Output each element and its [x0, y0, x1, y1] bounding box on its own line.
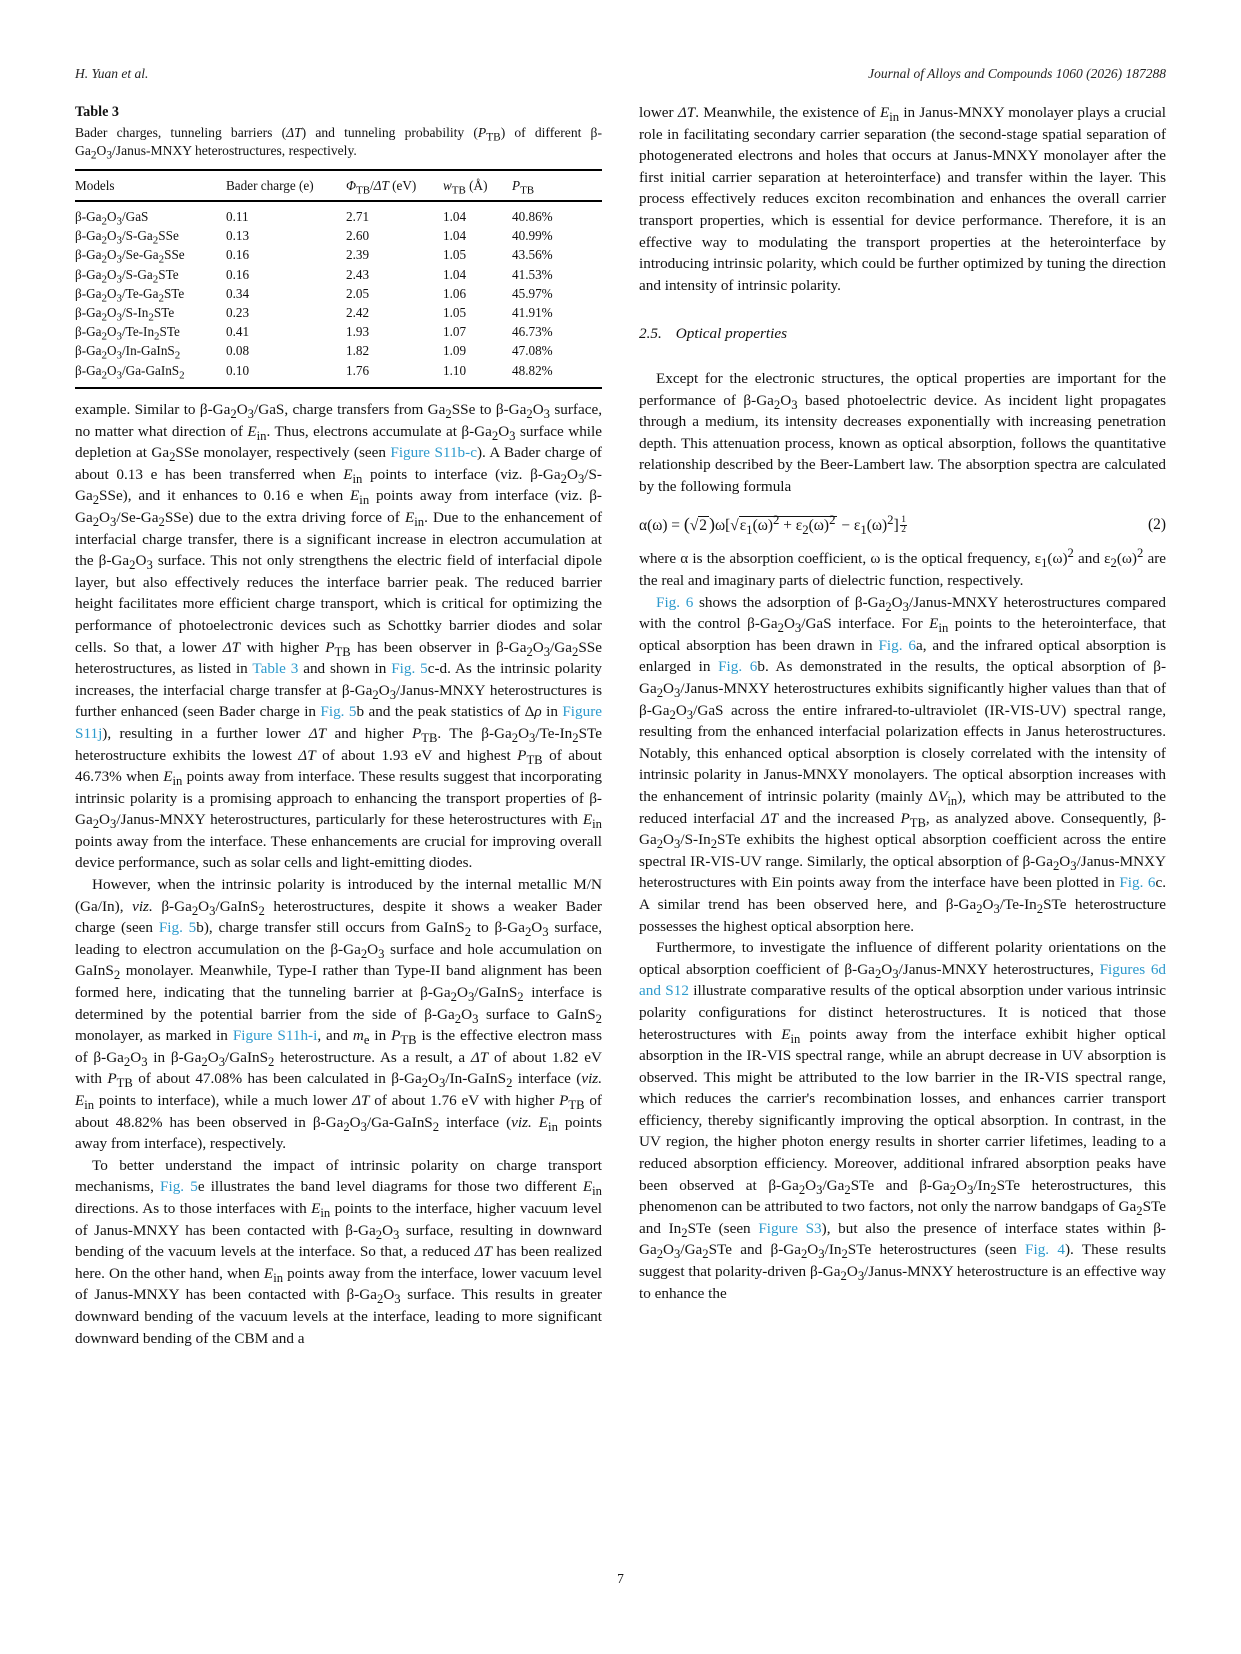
table-cell: 48.82%	[512, 362, 553, 378]
table-cell: 1.10	[443, 362, 467, 378]
table-cell: 0.34	[226, 285, 250, 301]
table-cell: $\beta-Ga_2O_3/S-Ga_2SSe$	[75, 228, 179, 247]
running-head-author: H. Yuan et al.	[75, 66, 149, 81]
paragraph: where α is the absorption coefficient, ω is the optical frequency, $\varepsilon_1(\omega)^2$ and $\varepsilon_2(\omega)^2$ are the real and imaginary parts of dielectric function, respectively.	[639, 546, 1167, 590]
table-cell: 40.86%	[512, 209, 553, 224]
table-cell: 47.08%	[512, 343, 553, 359]
table-cell: 1.07	[443, 324, 467, 340]
ref-link[interactable]: Fig. 4	[1025, 1241, 1065, 1259]
table-cell: $\beta-Ga_2O_3/Te-In_2STe$	[75, 324, 180, 343]
table-cell: 40.99%	[512, 228, 553, 244]
table-cell: $\beta-Ga_2O_3/In-GaInS_2$	[75, 343, 181, 362]
page-number: 7	[617, 1571, 624, 1586]
table-row	[75, 265, 602, 284]
paragraph: Except for the electronic structures, the optical properties are important for the performance of $\beta-Ga_2O_3$ based photoelectric device. As incident light propagates through a medium, its intensity decreases exponentially with increasing penetration depth. This attenuation process, known as optical absorption, follows the quantitative relationship described by the Beer-Lambert law. The absorption spectra are calculated by the following formula	[639, 369, 1166, 495]
table-cell: $\beta-Ga_2O_3/Ga-GaInS_2$	[75, 362, 185, 382]
running-head-journal: Journal of Alloys and Compounds 1060 (2026) 187288	[868, 66, 1166, 81]
right-column	[639, 102, 1166, 1304]
paragraph: lower ΔT. Meanwhile, the existence of $E_{in}$ in Janus-MNXY monolayer plays a crucial role in facilitating secondary carrier separation (the second-stage spatial separation of photogenerated electrons and holes that occurs at Janus-MNXY monolayer after the first initial carrier separation at heterointerface) and transfer within the layer. This process effectively reduces exciton recombination and enhances the overall carrier transport properties, which is essential for device performance. Therefore, it is an effective way to modulating the transport properties at the heterointerface by introducing intrinsic polarity, which could be further optimized by tuning the direction and intensity of intrinsic polarity.	[639, 104, 1166, 294]
table-title: Table 3	[75, 104, 120, 120]
table-header-row	[75, 170, 602, 201]
table-cell: 0.13	[226, 228, 250, 244]
ref-link[interactable]: Fig. 6	[878, 636, 916, 654]
table-row	[75, 303, 602, 322]
ref-link[interactable]: Fig. 5	[158, 919, 197, 937]
table-cell: 45.97%	[512, 285, 553, 301]
table-cell: 1.76	[346, 362, 370, 378]
ref-link[interactable]: Fig. 6	[1119, 874, 1156, 892]
table-cell: 1.06	[443, 285, 467, 301]
table-cell: 1.04	[443, 209, 467, 224]
table-row	[75, 342, 602, 361]
table-cell: 1.93	[346, 324, 370, 340]
table-column-header: Models	[75, 170, 226, 201]
paragraph: Fig. 6 shows the adsorption of $\beta-Ga_2O_3/Janus$-MNXY heterostructures compared with the control $\beta-Ga_2O_3$/GaS interface. For $E_{in}$ points to the heterointerface, that optical absorption has been drawn in Fig. 6a, and the infrared optical absorption is enlarged in Fig. 6b. As demonstrated in the results, the optical absorption of $\beta-Ga_2O_3/Janus$-MNXY heterostructures exhibits significantly higher values than that of $\beta-Ga_2O_3$/GaS across the entire infrared-to-ultraviolet (IR-VIS-UV) spectral range, resulting from the enhanced interfacial polarization effects in Janus heterostructures. Notably, this enhanced optical absorption is closely correlated with the intensity of intrinsic polarity in Janus-MNXY monolayers. The optical absorption increases with the enhancement of intrinsic polarity (mainly $\Delta V_{in}$), which may be attributed to the reduced interfacial ΔT and the increased $P_{TB}$, as analyzed above. Consequently, $\beta-Ga_2O_3/S-In_2STe$ exhibits the highest optical absorption coefficient across the entire spectral IR-VIS-UV range. Similarly, the optical absorption of $\beta-Ga_2O_3/Janus$-MNXY heterostructures with Ein points away from the interface have been plotted in Fig. 6c. A similar trend has been observed here, and $\beta-Ga_2O_3/Te-In_2STe$ heterostructure possesses the highest optical absorption here.	[639, 593, 1167, 935]
table-cell: 0.23	[226, 304, 250, 320]
table-cell: $\beta-Ga_2O_3$/GaS	[75, 209, 149, 228]
table-caption: Bader charges, tunneling barriers (ΔT) and tunneling probability $(P_{TB})$ of different $\beta-Ga_2O_3/Janus$-MNXY heterostructures, respectively.	[75, 125, 602, 162]
table-cell: 41.53%	[512, 266, 553, 282]
ref-link[interactable]: Figure S3	[758, 1219, 822, 1237]
table-cell: 0.08	[226, 343, 250, 359]
equation-body: α(ω) = (√2 )$\omega[√\varepsilon_1(\omega)^2 + \varepsilon_2(\omega)^2 - \varepsilon_1(\omega)^2]$ $\frac{1}{2}$	[639, 512, 906, 537]
table-cell: 2.42	[346, 304, 370, 320]
table-row	[75, 227, 602, 246]
ref-link[interactable]: Figure S11h-i	[232, 1027, 318, 1045]
equation-2	[639, 514, 1166, 537]
table-row	[75, 201, 602, 227]
table-row	[75, 284, 602, 303]
ref-link[interactable]: Table 3	[252, 660, 299, 678]
ref-link[interactable]: Fig. 5	[320, 703, 357, 721]
table-row	[75, 323, 602, 342]
table-cell: 0.41	[226, 324, 250, 340]
table-cell: 1.04	[443, 228, 467, 244]
ref-link[interactable]: Figure S11b-c	[390, 444, 477, 462]
table-row	[75, 246, 602, 265]
table-cell: 0.10	[226, 362, 250, 378]
table-row	[75, 361, 602, 388]
table-cell: 1.05	[443, 247, 467, 263]
ref-link[interactable]: Fig. 5	[160, 1178, 198, 1196]
ref-link[interactable]: Fig. 6	[656, 593, 694, 611]
section-title: Optical properties	[675, 325, 788, 343]
table-cell: 46.73%	[512, 324, 553, 340]
left-column	[75, 399, 602, 1349]
paragraph: However, when the intrinsic polarity is introduced by the internal metallic M/N (Ga/In), viz. $\beta-Ga_2O_3/GaInS_2$ heterostructures, despite it shows a weaker Bader charge (seen Fig. 5b), charge transfer still occurs from GaInS$_2$ to $\beta-Ga_2O_3$ surface, leading to electron accumulation on the $\beta-Ga_2O_3$ surface and hole accumulation on GaInS$_2$ monolayer. Meanwhile, Type-I rather than Type-II band alignment has been formed here, indicating that the tunneling barrier at $\beta-Ga_2O_3/GaInS_2$ interface is determined by the potential barrier from the side of $\beta-Ga_2O_3$ surface to GaInS$_2$ monolayer, as marked in Figure S11h-i, and $m_e$ in $P_{TB}$ is the effective electron mass of $\beta-Ga_2O_3$ in $\beta-Ga_2O_3/GaInS_2$ heterostructure. As a result, a ΔT of about 1.82 eV with $P_{TB}$ of about 47.08% has been calculated in $\beta-Ga_2O_3/In-GaInS_2$ interface (viz. $E_{in}$ points to interface), while a much lower ΔT of about 1.76 eV with higher $P_{TB}$ of about 48.82% has been observed in $\beta-Ga_2O_3/Ga-GaInS_2$ interface (viz. $E_{in}$ points away from interface), respectively.	[75, 876, 602, 1153]
table-cell: 2.71	[346, 209, 370, 224]
table-cell: 2.60	[346, 228, 370, 244]
table-cell: $\beta-Ga_2O_3/Se-Ga_2SSe$	[75, 247, 185, 267]
ref-link[interactable]: Fig. 6	[718, 658, 758, 676]
table-cell: 43.56%	[512, 247, 553, 263]
ref-link[interactable]: Figures 6d and S12	[639, 960, 1166, 1000]
table-column-header: $P_{TB}$	[512, 170, 602, 201]
table-cell: 2.39	[346, 247, 370, 263]
table-cell: 41.91%	[512, 304, 553, 320]
section-number: 2.5.	[639, 325, 662, 343]
table3-block	[75, 104, 602, 389]
table-cell: 0.11	[226, 209, 249, 224]
table-cell: $\beta-Ga_2O_3/S-In_2STe$	[75, 304, 175, 324]
section-heading	[639, 323, 1166, 345]
paragraph: To better understand the impact of intrinsic polarity on charge transport mechanisms, Fig. 5e illustrates the band level diagrams for those two different $E_{in}$ directions. As to those interfaces with $E_{in}$ points to the interface, higher vacuum level of Janus-MNXY has been contacted with $\beta-Ga_2O_3$ surface, resulting in downward bending of the vacuum levels at the interface. So that, a reduced ΔT has been realized here. On the other hand, when $E_{in}$ points away from the interface, lower vacuum level of Janus-MNXY has been contacted with $\beta-Ga_2O_3$ surface. This results in greater downward bending of the vacuum levels at the interface, leading to more significant downward bending of the CBM and a	[75, 1156, 603, 1347]
table-cell: 0.16	[226, 266, 250, 282]
table-cell: 1.04	[443, 266, 467, 282]
ref-link[interactable]: Figure S11j	[75, 703, 602, 742]
table-cell: 1.82	[346, 343, 370, 359]
paragraph: Furthermore, to investigate the influence of different polarity orientations on the optical absorption coefficient of $\beta-Ga_2O_3/Janus$-MNXY heterostructures, Figures 6d and S12 illustrate comparative results of the optical absorption under various intrinsic polarity configurations for distinct heterostructures. It is noticed that those heterostructures with $E_{in}$ points away from the interface exhibit higher optical absorption in the IR-VIS spectral range, while an abrupt decrease in UV absorption is observed. This might be attributed to the low barrier in the IR-VIS spectral range, which reduces the carrier's recombination losses, and enhances carrier transport efficiency, thereby significantly improving the optical absorption. In contrast, in the UV region, the higher photon energy results in shorter carrier lifetimes, leading to a reduced absorption efficiency. Moreover, additional infrared absorption peaks have been observed at $\beta-Ga_2O_3/Ga_2STe$ and $\beta-Ga_2O_3/In_2STe$ heterostructures, this phenomenon can be attributed to two factors, not only the narrow bandgaps of $Ga_2STe$ and $In_2STe$ (seen Figure S3), but also the presence of interface states within $\beta-Ga_2O_3/Ga_2STe$ and $\beta-Ga_2O_3/In_2STe$ heterostructures (seen Fig. 4). These results suggest that polarity-driven $\beta-Ga_2O_3/Janus$-MNXY heterostructure is an effective way to enhance the	[639, 939, 1167, 1302]
table-cell: 2.05	[346, 285, 370, 301]
table-column-header: $w_{TB}$ (Å)	[443, 170, 512, 201]
table-cell: 2.43	[346, 266, 370, 282]
table-column-header: Bader charge (e)	[226, 170, 346, 201]
table-cell: 0.16	[226, 247, 250, 263]
table-cell: $\beta-Ga_2O_3/S-Ga_2STe$	[75, 266, 179, 286]
table-cell: $\beta-Ga_2O_3/Te-Ga_2STe$	[75, 285, 185, 305]
table-cell: 1.05	[443, 304, 467, 320]
ref-link[interactable]: Fig. 5	[391, 660, 428, 678]
paragraph: example. Similar to $\beta-Ga_2O_3$/GaS, charge transfers from $Ga_2SSe$ to $\beta-Ga_2O_3$ surface, no matter what direction of $E_{in}$. Thus, electrons accumulate at $\beta-Ga_2O_3$ surface while depletion at $Ga_2SSe$ monolayer, respectively (seen Figure S11b-c). A Bader charge of about 0.13 e has been transferred when $E_{in}$ points to interface (viz. $\beta-Ga_2O_3/S-Ga_2SSe$), and it enhances to 0.16 e when $E_{in}$ points away from interface (viz. $\beta-Ga_2O_3/Se-Ga_2SSe$) due to the extra driving force of $E_{in}$. Due to the enhancement of interfacial charge transfer, there is a significant increase in electron accumulation at the $\beta-Ga_2O_3$ surface. This not only strengthens the electric field of interfacial dipole layer, but also effectively reduces the interface barrier peak. The reduced barrier height facilitates more efficient charge transport, which is critical for optimizing the performance of photoelectronic devices such as Schottky barrier diodes and solar cells. So that, a lower ΔT with higher $P_{TB}$ has been observer in $\beta-Ga_2O_3/Ga_2SSe$ heterostructures, as listed in Table 3 and shown in Fig. 5c-d. As the intrinsic polarity increases, the interfacial charge transfer at $\beta-Ga_2O_3/Janus$-MNXY heterostructures is further enhanced (seen Bader charge in Fig. 5b and the peak statistics of Δρ in Figure S11j), resulting in a further lower ΔT and higher $P_{TB}$. The $\beta-Ga_2O_3/Te-In_2STe$ heterostructure exhibits the lowest ΔT of about 1.93 eV and highest $P_{TB}$ of about 46.73% when $E_{in}$ points away from interface. These results suggest that incorporating intrinsic polarity is a promising approach to enhancing the transport properties of $\beta-Ga_2O_3/Janus$-MNXY heterostructures, particularly for these heterostructures with $E_{in}$ points away from the interface. These enhancements are crucial for improving overall device performance, such as solar cells and light-emitting diodes.	[75, 401, 603, 872]
bader-charge-table	[75, 169, 602, 389]
table-cell: 1.09	[443, 343, 467, 359]
equation-number: (2)	[1148, 516, 1166, 534]
table-column-header: $\Phi_{TB}/\Delta T$ (eV)	[346, 170, 443, 201]
